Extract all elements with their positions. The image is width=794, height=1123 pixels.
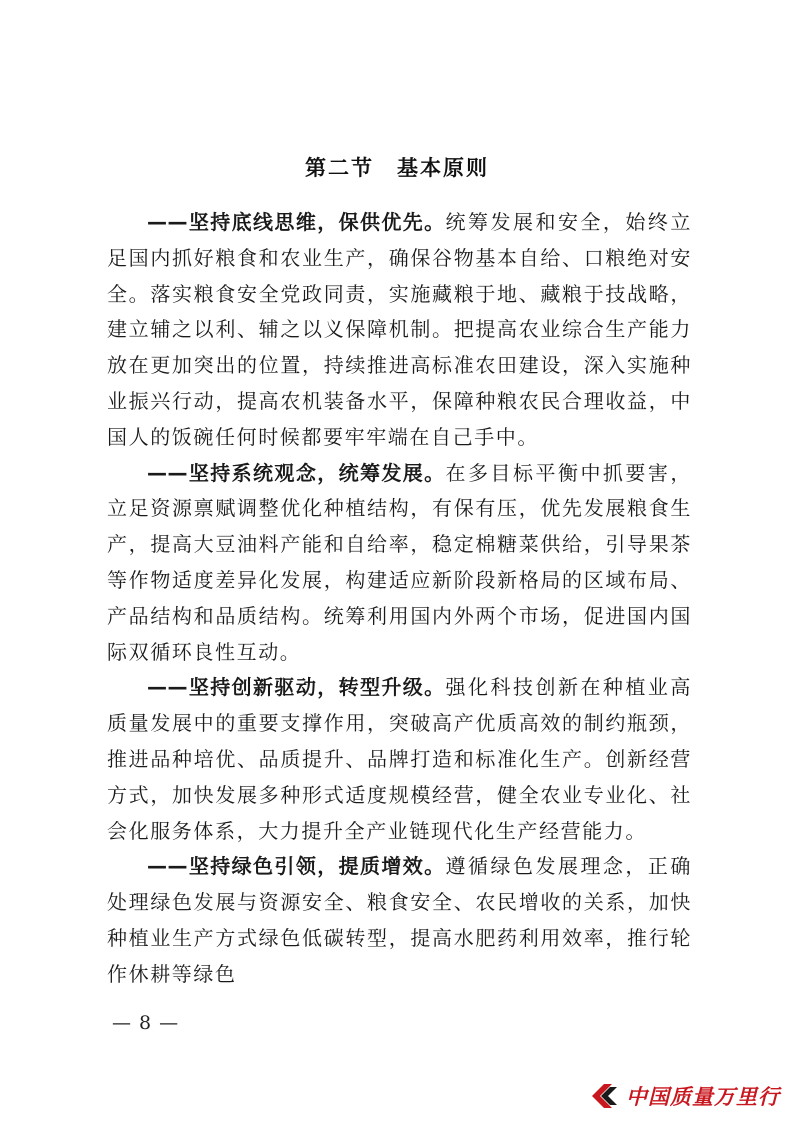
brand-logo-icon [590,1083,620,1109]
section-title: 第二节 基本原则 [305,155,489,180]
paragraph-text: 强化科技创新在种植业高质量发展中的重要支撑作用，突破高产优质高效的制约瓶颈，推进品种培优、品质提升、品牌打造和标准化生产。创新经营方式，加快发展多种形式适度规模经营，健全农业专业化、社会化服务体系，大力提升全产业链现代化生产经营能力。 [107,675,692,843]
paragraph-lead: ——坚持绿色引领，提质增效。 [147,854,446,879]
paragraph-text: 在多目标平衡中抓要害，立足资源禀赋调整优化种植结构，有保有压，优先发展粮食生产，提高大豆油料产能和自给率，稳定棉糖菜供给，引导果茶等作物适度差异化发展，构建适应新阶段新格局的区域布局、产品结构和品质结构。统筹利用国内外两个市场，促进国内国际双循环良性互动。 [107,460,692,664]
paragraph-system-view [107,456,692,671]
paragraph-lead: ——坚持系统观念，统筹发展。 [147,460,446,485]
page-number: — 8 — [112,1012,180,1034]
paragraph-innovation [107,670,692,849]
body-text [107,205,692,993]
paragraph-lead: ——坚持底线思维，保供优先。 [147,210,446,234]
watermark [590,1081,780,1111]
paragraph-text: 遵循绿色发展理念，正确处理绿色发展与资源安全、粮食安全、农民增收的关系，加快种植业生产方式绿色低碳转型，提高水肥药利用效率，推行轮作休耕等绿色 [107,854,692,986]
paragraph-lead: ——坚持创新驱动，转型升级。 [147,675,446,700]
watermark-text: 中国质量万里行 [626,1085,780,1109]
paragraph-bottom-line [107,205,692,456]
paragraph-text: 统筹发展和安全，始终立足国内抓好粮食和农业生产，确保谷物基本自给、口粮绝对安全。落实粮食安全党政同责，实施藏粮于地、藏粮于技战略，建立辅之以利、辅之以义保障机制。把提高农业综合生产能力放在更加突出的位置，持续推进高标准农田建设，深入实施种业振兴行动，提高农机装备水平，保障种粮农民合理收益，中国人的饭碗任何时候都要牢牢端在自己手中。 [107,210,692,449]
paragraph-green [107,849,692,992]
